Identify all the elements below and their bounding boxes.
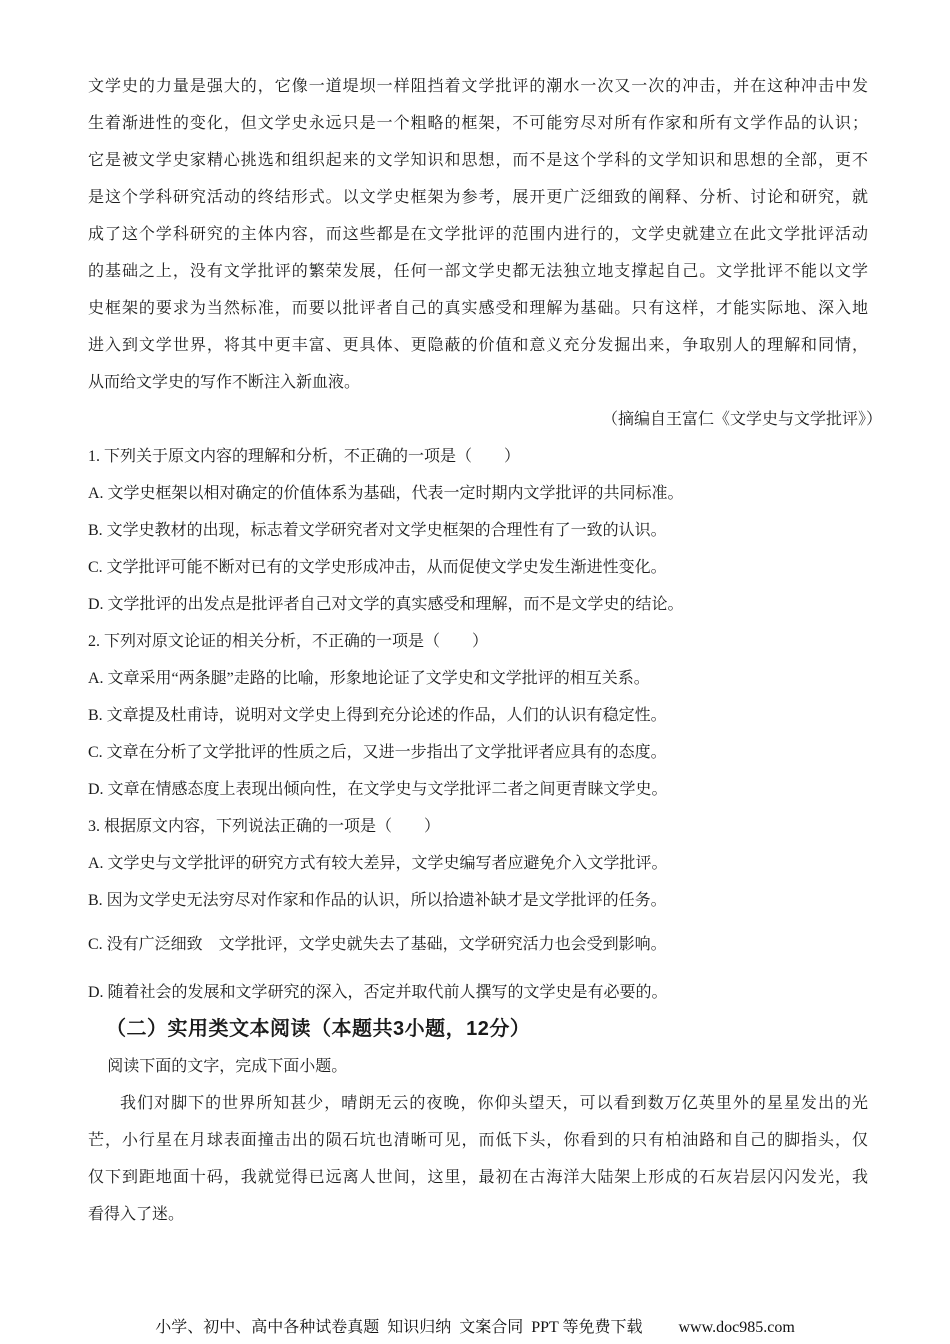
- question-3-option-b: B. 因为文学史无法穷尽对作家和作品的认识，所以拾遗补缺才是文学批评的任务。: [88, 892, 667, 909]
- question-3: [88, 808, 868, 1011]
- question-1-stem: 1. 下列关于原文内容的理解和分析，不正确的一项是（ ）: [88, 448, 521, 465]
- question-2-option-c: C. 文章在分析了文学批评的性质之后，又进一步指出了文学批评者应具有的态度。: [88, 744, 667, 761]
- footer-promo-text: 小学、初中、高中各种试卷真题 知识归纳 文案合同 PPT 等免费下载: [155, 1319, 643, 1336]
- passage-line: 它是被文学史家精心挑选和组织起来的文学知识和思想，而不是这个学科的文学知识和思想的全部，更不: [88, 152, 868, 169]
- passage-line: 我们对脚下的世界所知甚少，晴朗无云的夜晚，你仰头望天，可以看到数万亿英里外的星星发出的光: [120, 1095, 868, 1112]
- page-content: [88, 68, 882, 1233]
- question-3-option-a: A. 文学史与文学批评的研究方式有较大差异，文学史编写者应避免介入文学批评。: [88, 855, 668, 872]
- passage-line: 进入到文学世界，将其中更丰富、更具体、更隐蔽的价值和意义充分发掘出来，争取别人的理解和同情，: [88, 337, 868, 354]
- question-3-option-c: C. 没有广泛细致 文学批评，文学史就失去了基础，文学研究活力也会受到影响。: [88, 936, 667, 953]
- passage-attribution: （摘编自王富仁《文学史与文学批评》）: [601, 411, 882, 428]
- passage-line: 史框架的要求为当然标准，而要以批评者自己的真实感受和理解为基础。只有这样，才能实际地、深入地: [88, 300, 868, 317]
- passage-line: 是这个学科研究活动的终结形式。以文学史框架为参考，展开更广泛细致的阐释、分析、讨论和研究，就: [88, 189, 868, 206]
- passage-line: 的基础之上，没有文学批评的繁荣发展，任何一部文学史都无法独立地支撑起自己。文学批评不能以文学: [88, 263, 868, 280]
- footer-site-link[interactable]: www.doc985.com: [678, 1319, 795, 1336]
- question-2: [88, 623, 868, 808]
- question-1-option-c: C. 文学批评可能不断对已有的文学史形成冲击，从而促使文学史发生渐进性变化。: [88, 559, 667, 576]
- question-2-option-b: B. 文章提及杜甫诗，说明对文学史上得到充分论述的作品，人们的认识有稳定性。: [88, 707, 667, 724]
- passage-line: 仅下到距地面十码，我就觉得已远离人世间，这里，最初在古海洋大陆架上形成的石灰岩层闪闪发光，我: [88, 1169, 868, 1186]
- section-2-heading: （二）实用类文本阅读（本题共3小题，12分）: [106, 1018, 531, 1040]
- passage-line: 芒，小行星在月球表面撞击出的陨石坑也清晰可见，而低下头，你看到的只有柏油路和自己的脚指头，仅: [88, 1132, 868, 1149]
- question-2-option-d: D. 文章在情感态度上表现出倾向性，在文学史与文学批评二者之间更青睐文学史。: [88, 781, 668, 798]
- passage-line: 成了这个学科研究的主体内容，而这些都是在文学批评的范围内进行的，文学史就建立在此文学批评活动: [88, 226, 868, 243]
- question-1: [88, 438, 868, 623]
- passage-line: 文学史的力量是强大的，它像一道堤坝一样阻挡着文学批评的潮水一次又一次的冲击，并在这种冲击中发: [88, 78, 868, 95]
- passage1: [88, 68, 882, 438]
- question-1-option-b: B. 文学史教材的出现，标志着文学研究者对文学史框架的合理性有了一致的认识。: [88, 522, 667, 539]
- question-3-stem: 3. 根据原文内容，下列说法正确的一项是（ ）: [88, 818, 441, 835]
- passage-line: 生着渐进性的变化，但文学史永远只是一个粗略的框架，不可能穷尽对所有作家和所有文学作品的认识；: [88, 115, 868, 132]
- page-footer: [0, 1318, 950, 1338]
- section-2: [88, 1011, 868, 1233]
- passage-line: 看得入了迷。: [88, 1206, 185, 1223]
- passage-line: 从而给文学史的写作不断注入新血液。: [88, 374, 361, 391]
- question-2-stem: 2. 下列对原文论证的相关分析，不正确的一项是（ ）: [88, 633, 489, 650]
- section-2-instruction: 阅读下面的文字，完成下面小题。: [107, 1058, 348, 1075]
- question-1-option-d: D. 文学批评的出发点是批评者自己对文学的真实感受和理解，而不是文学史的结论。: [88, 596, 684, 613]
- question-1-option-a: A. 文学史框架以相对确定的价值体系为基础，代表一定时期内文学批评的共同标准。: [88, 485, 684, 502]
- question-2-option-a: A. 文章采用“两条腿”走路的比喻，形象地论证了文学史和文学批评的相互关系。: [88, 670, 650, 687]
- question-3-option-d: D. 随着社会的发展和文学研究的深入，否定并取代前人撰写的文学史是有必要的。: [88, 984, 668, 1001]
